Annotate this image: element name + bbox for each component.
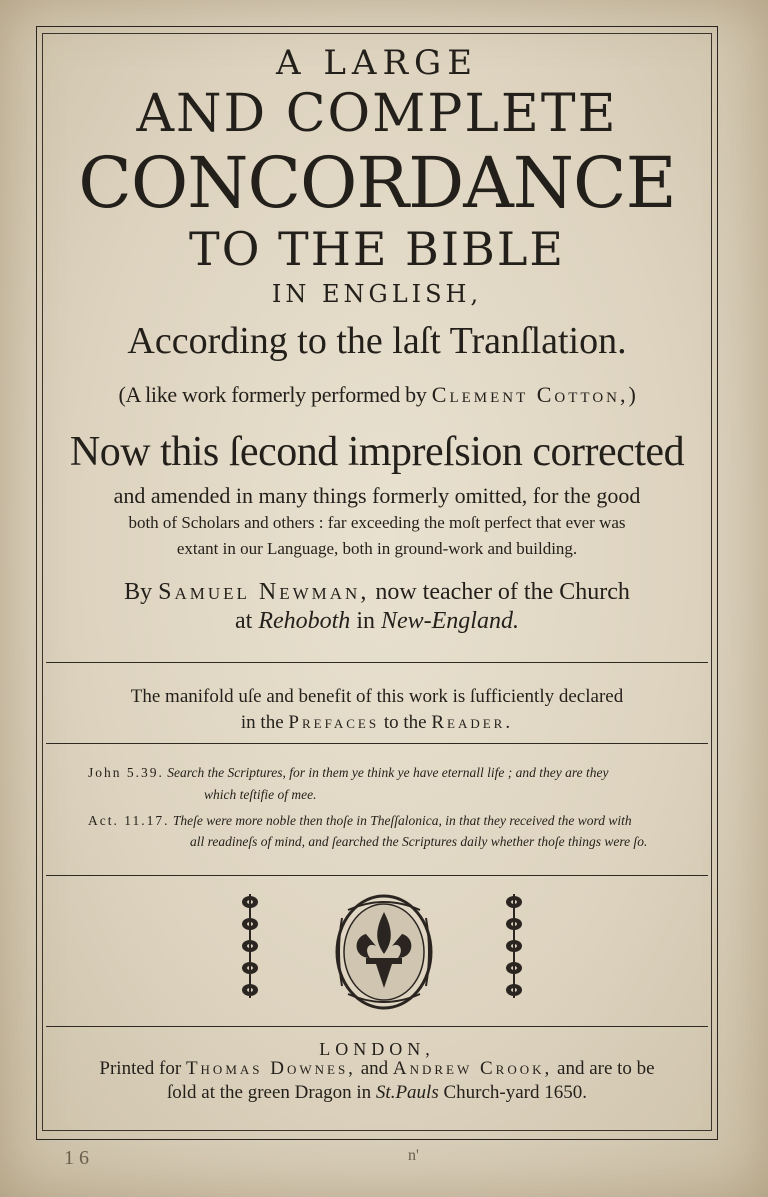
title-line-a-large: A LARGE xyxy=(275,43,479,83)
imprint-sold-at xyxy=(46,1083,708,1102)
author-post: now teacher of the Church xyxy=(369,579,630,605)
author-pre: By xyxy=(124,579,159,605)
clement-cotton-post: ) xyxy=(628,382,636,407)
imprint-and: and xyxy=(355,1058,393,1079)
divider-rule xyxy=(46,1026,708,1027)
author-name: Samuel Newman, xyxy=(158,579,370,605)
quote-john-text-2: which teſtifie of mee. xyxy=(204,787,317,802)
quote-acts-ref: Act. 11.17. xyxy=(88,813,170,828)
imprint-sold-pre: ſold at the green Dragon in xyxy=(166,1082,376,1103)
notice-line-2 xyxy=(46,713,708,732)
title-line-concordance: CONCORDANCE xyxy=(78,142,676,224)
imprint-sold-post: Church-yard 1650. xyxy=(438,1082,588,1103)
title-line-in-english: IN ENGLISH, xyxy=(271,280,483,308)
imprint-andrew-crook: Andrew Crook, xyxy=(392,1058,553,1079)
title-line-to-the-bible: TO THE BIBLE xyxy=(189,222,565,276)
quote-acts-text-1: Theſe were more noble then thoſe in Theſſalonica, in that they received the word with xyxy=(172,813,632,828)
place-line xyxy=(46,609,708,633)
notice-prefaces: Prefaces xyxy=(288,712,380,733)
notice-mid: to the xyxy=(379,712,432,733)
divider-rule xyxy=(46,662,708,663)
divider-rule xyxy=(46,875,708,876)
printers-device-ornament xyxy=(236,888,536,1016)
place-town: Rehoboth xyxy=(258,608,351,634)
author-line xyxy=(46,580,708,604)
quote-john-text-1: Search the Scriptures, for in them ye think ye have eternall life ; and they are they xyxy=(167,765,609,780)
marginal-note-left: 1 6 xyxy=(64,1147,89,1169)
imprint-printed-for xyxy=(46,1059,708,1078)
right-flower-column-icon xyxy=(506,894,522,998)
title-line-and-complete: AND COMPLETE xyxy=(136,84,618,144)
place-pre: at xyxy=(235,608,259,634)
clement-cotton-pre: (A like work formerly performed by xyxy=(118,382,432,407)
notice-line-1: The manifold uſe and benefit of this work is ſufficiently declared xyxy=(130,686,624,707)
quote-acts-line-2 xyxy=(190,835,647,849)
title-line-second-impression: Now this ſecond impreſsion corrected xyxy=(69,429,685,475)
quote-acts-text-2: all readineſs of mind, and ſearched the Scriptures daily whether thoſe things were ſo. xyxy=(190,834,648,849)
notice-reader: Reader. xyxy=(431,712,514,733)
imprint-st-pauls: St.Pauls xyxy=(375,1082,439,1103)
imprint-thomas-downes: Thomas Downes, xyxy=(185,1058,356,1079)
title-line-amended: and amended in many things formerly omitted, for the good xyxy=(113,483,641,508)
marginal-note-center: n' xyxy=(408,1147,419,1164)
place-region: New-England. xyxy=(380,608,519,634)
quote-john-line-2 xyxy=(204,788,316,802)
quote-acts-line-1 xyxy=(88,814,632,828)
notice-pre: in the xyxy=(240,712,289,733)
clement-cotton-name: Clement Cotton, xyxy=(431,382,629,407)
title-line-scholars: both of Scholars and others : far exceeding the moſt perfect that ever was xyxy=(128,513,626,532)
place-mid: in xyxy=(350,608,381,634)
fleur-de-lis-icon xyxy=(337,896,431,1008)
quote-john-line-1 xyxy=(88,766,609,780)
title-line-clement-cotton xyxy=(46,384,708,406)
divider-rule xyxy=(46,743,708,744)
left-flower-column-icon xyxy=(242,894,258,998)
imprint-post: and are to be xyxy=(552,1058,655,1079)
title-line-translation: According to the laſt Tranſlation. xyxy=(127,320,627,362)
imprint-pre: Printed for xyxy=(99,1058,186,1079)
imprint-london: LONDON, xyxy=(319,1039,435,1059)
quote-john-ref: John 5.39. xyxy=(88,765,164,780)
title-line-extant: extant in our Language, both in ground-work and building. xyxy=(176,539,578,558)
